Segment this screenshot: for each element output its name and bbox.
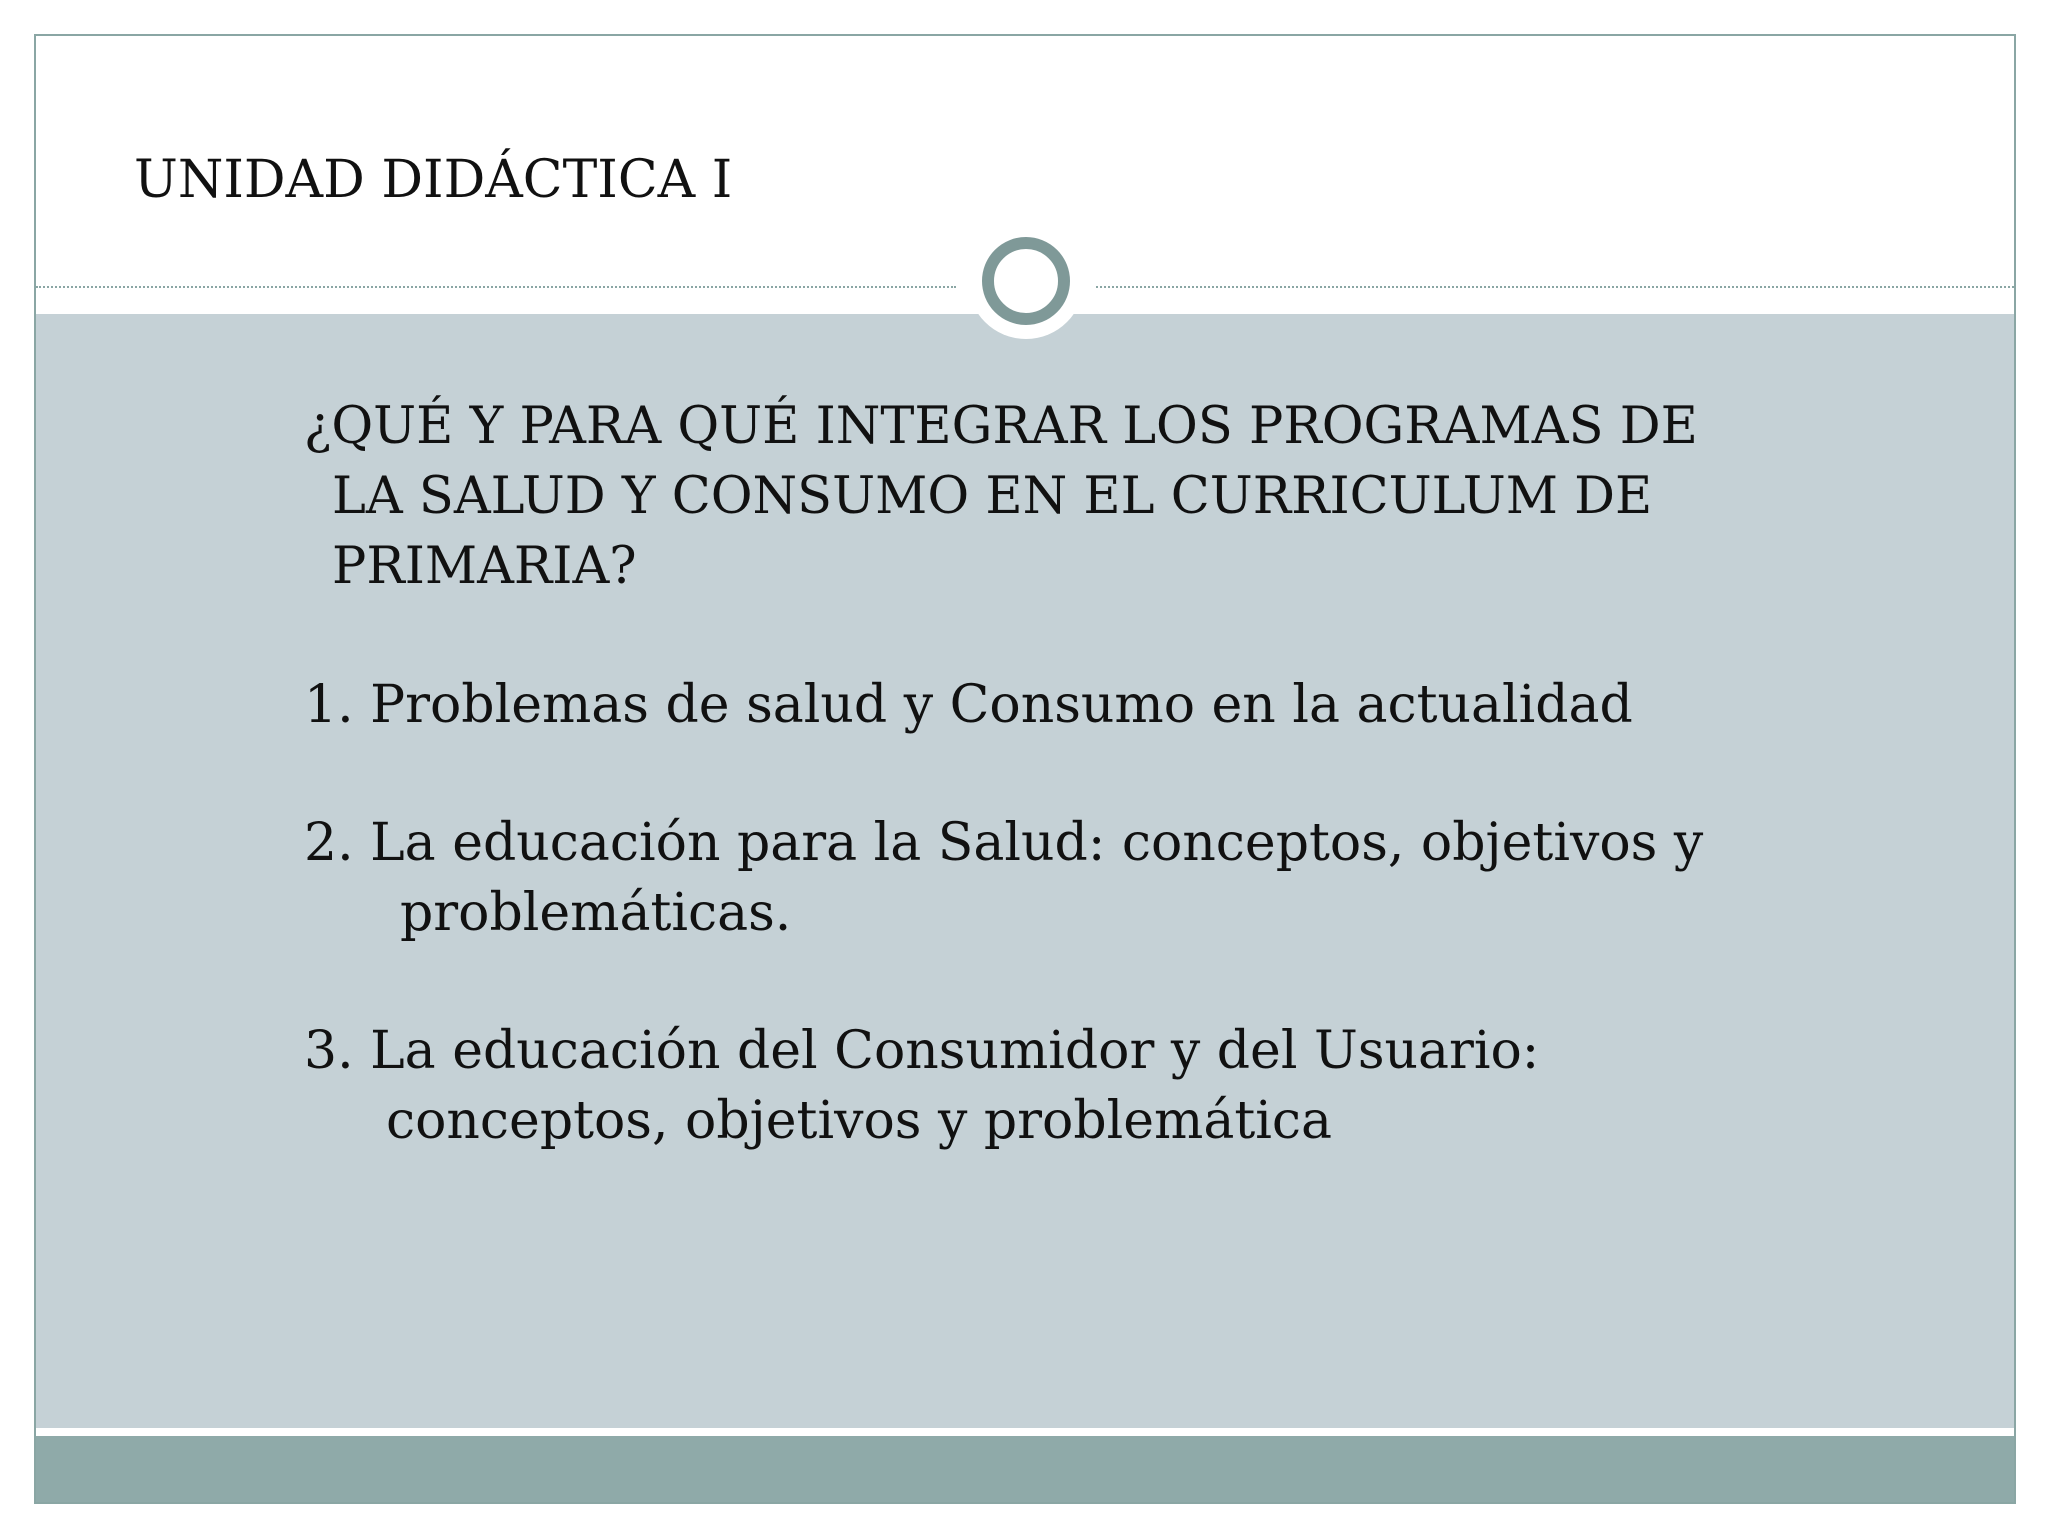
ring-ornament-circle [982, 237, 1070, 325]
footer-band [36, 1436, 2014, 1504]
title-divider-left [36, 286, 956, 288]
list-item-continuation: conceptos, objetivos y problemática [386, 1091, 1332, 1151]
list-item-text: 2. La educación para la Salud: conceptos, objetivos y [304, 813, 1704, 873]
slide-title: UNIDAD DIDÁCTICA I [134, 150, 733, 210]
question-line: LA SALUD Y CONSUMO EN EL CURRICULUM DE [332, 467, 1653, 526]
question-line: ¿QUÉ Y PARA QUÉ INTEGRAR LOS PROGRAMAS DE [304, 397, 1698, 456]
list-item [304, 1016, 1804, 1156]
list-item-text: 3. La educación del Consumidor y del Usuario: [304, 1021, 1540, 1081]
ring-ornament-icon [968, 223, 1084, 339]
question-line: PRIMARIA? [332, 537, 637, 596]
list-item-text: 1. Problemas de salud y Consumo en la actualidad [304, 675, 1633, 735]
title-divider-right [1096, 286, 2016, 288]
list-item [304, 808, 1804, 948]
list-item [304, 670, 1804, 740]
slide-body [304, 392, 1804, 1156]
question-heading [304, 392, 1804, 602]
list-item-continuation: problemáticas. [400, 883, 792, 943]
